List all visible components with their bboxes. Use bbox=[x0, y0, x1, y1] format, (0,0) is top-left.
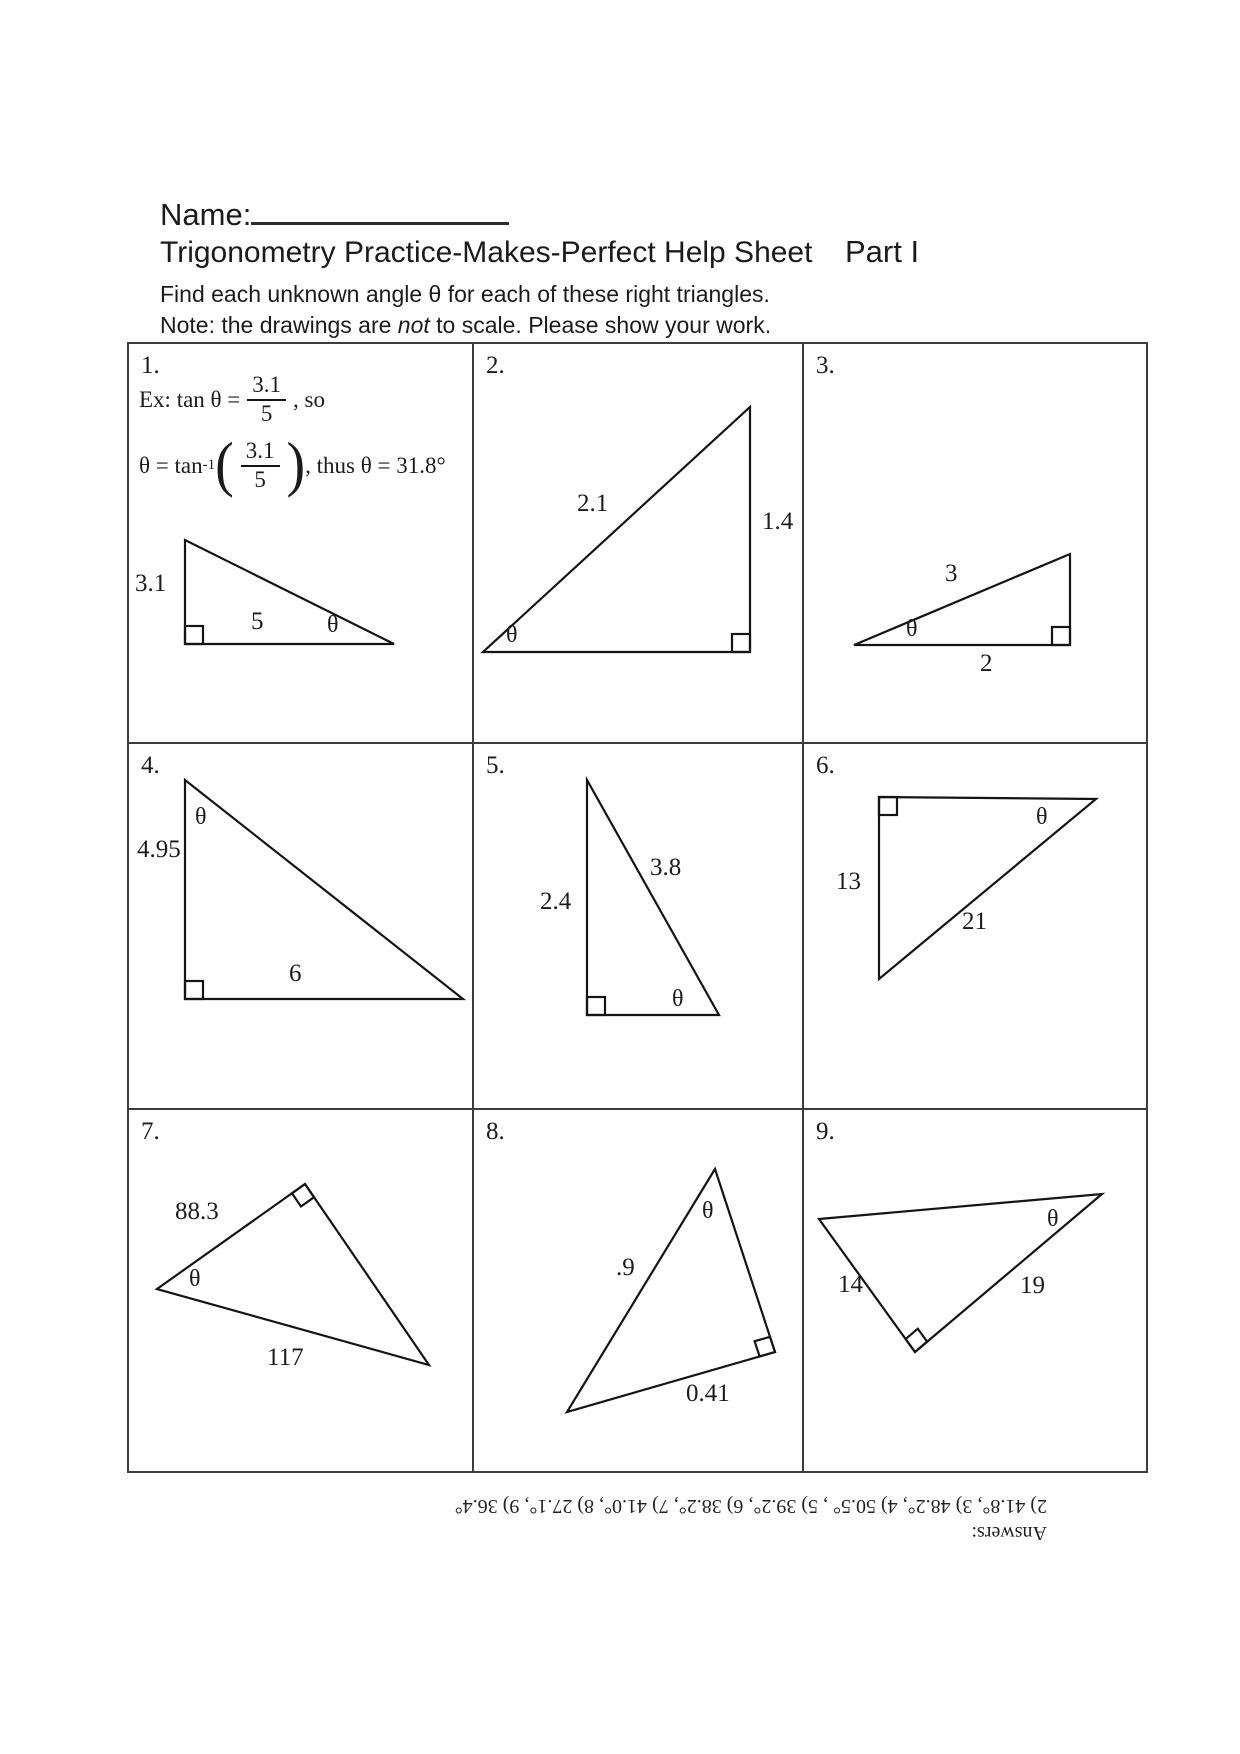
example-line2-suffix: , thus θ = 31.8° bbox=[305, 452, 446, 478]
problem-number: 2. bbox=[486, 352, 505, 379]
side-label-right: 19 bbox=[1020, 1272, 1045, 1299]
side-label-hypotenuse: 3 bbox=[945, 560, 958, 587]
open-paren: ( bbox=[215, 430, 234, 500]
example-line2-prefix: θ = tan bbox=[139, 452, 203, 478]
side-label-bottom: 2 bbox=[980, 650, 993, 677]
answers-values: 2) 41.8°, 3) 48.2°, 4) 50.5° , 5) 39.2°, 6) 38.2°, 7) 41.0°, 8) 27.1°, 9) 36.4° bbox=[454, 1495, 1047, 1517]
side-label-left: 2.4 bbox=[540, 888, 572, 915]
example-line1-prefix: Ex: tan θ = bbox=[139, 386, 241, 412]
name-row bbox=[160, 192, 509, 233]
example-line1-suffix: , so bbox=[293, 386, 325, 412]
fraction-denominator: 5 bbox=[254, 467, 266, 493]
problem-number: 6. bbox=[816, 752, 835, 779]
problem-cell-5 bbox=[474, 744, 804, 1110]
answers-block bbox=[337, 1492, 1047, 1546]
side-label-left: 4.95 bbox=[137, 836, 181, 863]
problem-number: 3. bbox=[816, 352, 835, 379]
page-title: Trigonometry Practice-Makes-Perfect Help Sheet bbox=[160, 236, 813, 269]
side-label-bottom: 5 bbox=[251, 608, 264, 635]
problem-cell-2 bbox=[474, 344, 804, 744]
close-paren: ) bbox=[286, 430, 306, 500]
name-blank-line bbox=[251, 192, 509, 225]
side-label-bottom: 6 bbox=[289, 960, 302, 987]
note-emphasis: not bbox=[397, 312, 430, 338]
problem-cell-1 bbox=[129, 344, 474, 744]
triangle-figure-3 bbox=[804, 344, 1146, 742]
note-prefix: Note: the drawings are bbox=[160, 312, 398, 338]
theta-label: θ bbox=[1036, 804, 1048, 830]
theta-label: θ bbox=[189, 1266, 201, 1292]
triangle-figure-2 bbox=[474, 344, 802, 742]
side-label-hypotenuse: 3.8 bbox=[650, 854, 682, 881]
side-label-left: 14 bbox=[838, 1271, 863, 1298]
note-text bbox=[160, 312, 771, 339]
fraction-numerator: 3.1 bbox=[241, 438, 280, 467]
part-label: Part I bbox=[845, 234, 920, 269]
problem-cell-6 bbox=[804, 744, 1146, 1110]
problem-number: 7. bbox=[141, 1118, 160, 1145]
triangle-figure-7 bbox=[129, 1110, 472, 1472]
problem-cell-3 bbox=[804, 344, 1146, 744]
theta-label: θ bbox=[327, 612, 339, 638]
example-exponent: -1 bbox=[202, 457, 216, 474]
problem-cell-8 bbox=[474, 1110, 804, 1471]
triangle-figure-5 bbox=[474, 744, 802, 1108]
answers-label: Answers: bbox=[971, 1522, 1047, 1544]
problem-cell-9 bbox=[804, 1110, 1146, 1471]
side-label-left: 13 bbox=[836, 868, 861, 895]
fraction-numerator: 3.1 bbox=[247, 372, 286, 401]
problem-cell-4 bbox=[129, 744, 474, 1110]
side-label-right: 1.4 bbox=[762, 508, 794, 535]
name-label: Name: bbox=[160, 197, 252, 232]
problem-cell-7 bbox=[129, 1110, 474, 1471]
triangle-figure-4 bbox=[129, 744, 472, 1108]
side-label-bottom: 0.41 bbox=[686, 1380, 730, 1407]
problem-number: 1. bbox=[141, 352, 160, 379]
fraction-denominator: 5 bbox=[260, 401, 273, 427]
problem-number: 8. bbox=[486, 1118, 505, 1145]
theta-label: θ bbox=[1047, 1206, 1059, 1232]
theta-label: θ bbox=[702, 1198, 714, 1224]
theta-label: θ bbox=[672, 986, 684, 1012]
side-label-left: 3.1 bbox=[135, 570, 167, 597]
side-label-bottom: 117 bbox=[267, 1344, 304, 1371]
problem-number: 4. bbox=[141, 752, 160, 779]
side-label-hypotenuse: 2.1 bbox=[577, 490, 609, 517]
triangle-figure-1 bbox=[129, 344, 472, 742]
theta-label: θ bbox=[906, 616, 918, 642]
triangle-figure-8 bbox=[474, 1110, 802, 1472]
problem-number: 5. bbox=[486, 752, 505, 779]
side-label-upper: 88.3 bbox=[175, 1198, 219, 1225]
note-suffix: to scale. Please show your work. bbox=[429, 312, 772, 338]
side-label-left: .9 bbox=[616, 1254, 635, 1281]
worksheet-grid bbox=[127, 342, 1148, 1473]
theta-label: θ bbox=[506, 622, 518, 648]
side-label-hypotenuse: 21 bbox=[962, 908, 987, 935]
instruction-text: Find each unknown angle θ for each of these right triangles. bbox=[160, 281, 770, 307]
problem-number: 9. bbox=[816, 1118, 835, 1145]
theta-label: θ bbox=[195, 804, 207, 830]
